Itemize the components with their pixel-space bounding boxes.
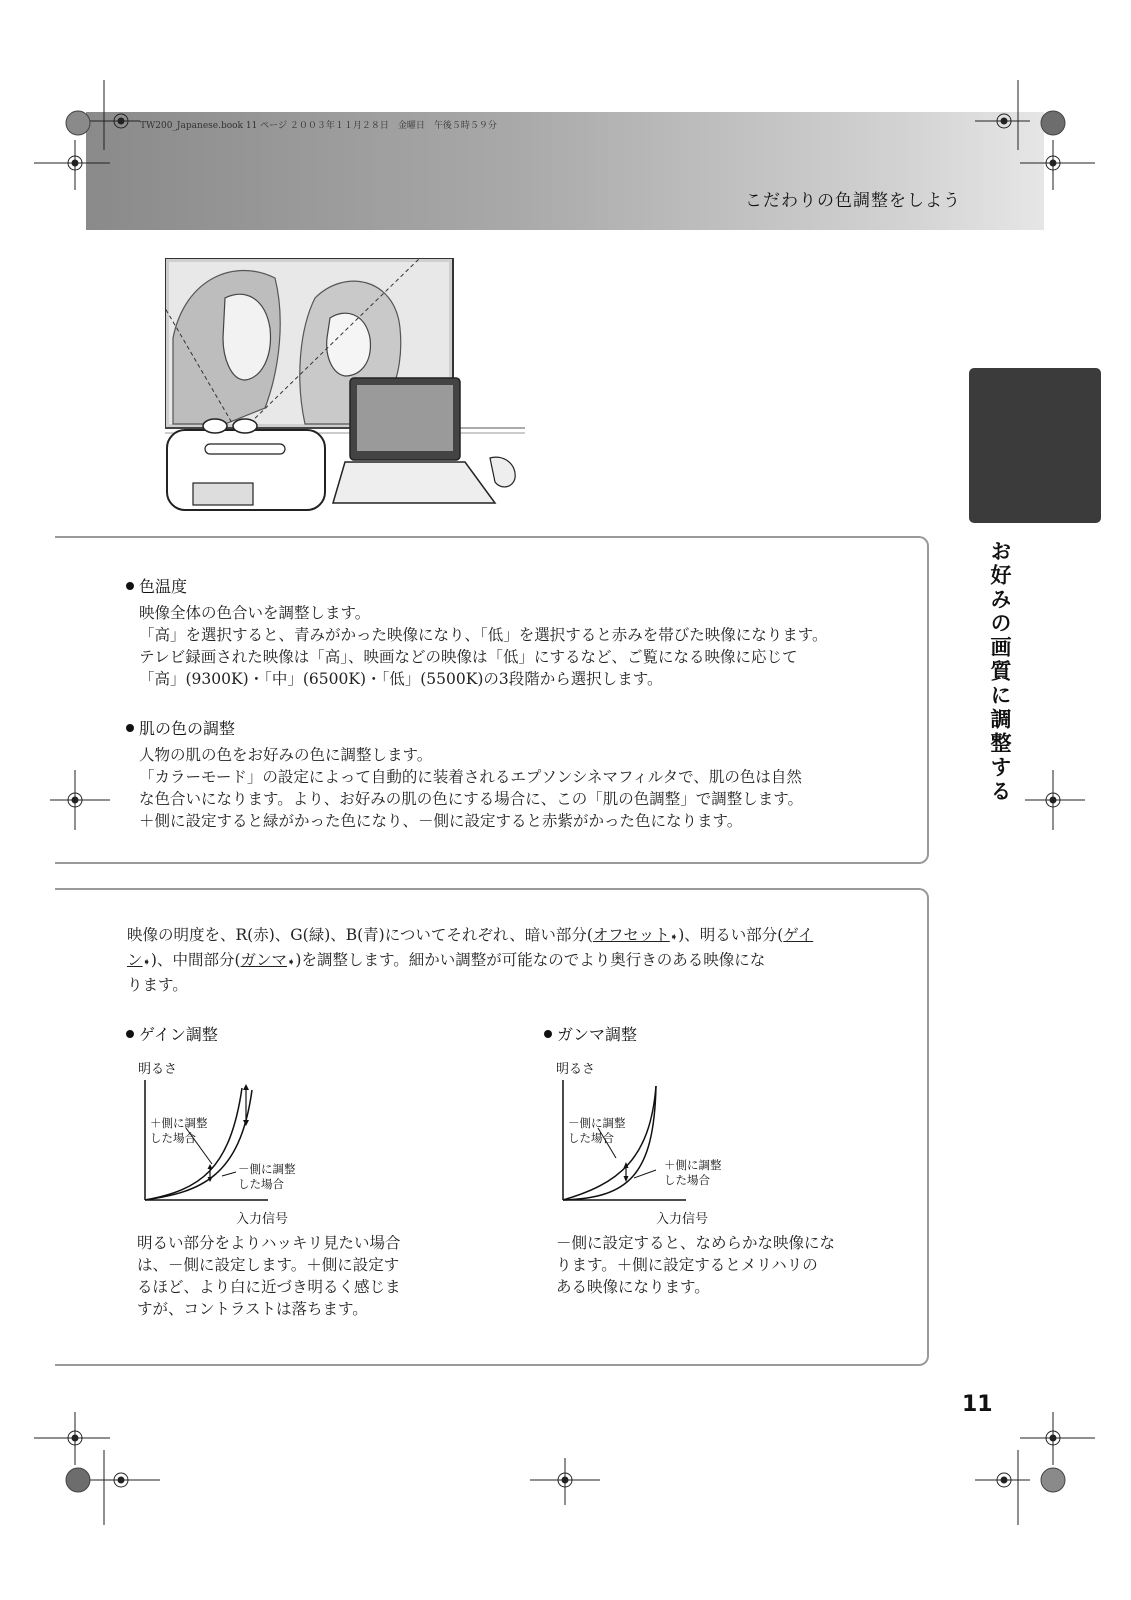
- gain-minus-label: －側に調整 した場合: [238, 1162, 296, 1191]
- heading-color-temperature: 色温度: [126, 574, 187, 597]
- gamma-plus-label: ＋側に調整 した場合: [664, 1158, 722, 1187]
- gain-plus-label: ＋側に調整 した場合: [150, 1116, 208, 1145]
- heading-gain: ゲイン調整: [126, 1022, 218, 1045]
- gamma-x-label: 入力信号: [656, 1212, 709, 1227]
- gamma-y-label: 明るさ: [556, 1062, 596, 1077]
- gain-y-label: 明るさ: [138, 1062, 178, 1077]
- file-info: TW200_Japanese.book 11 ページ ２００３年１１月２８日 金曜日 午後５時５９分: [140, 121, 497, 131]
- link-gain-cont[interactable]: ン: [127, 951, 143, 969]
- gain-x-label: 入力信号: [236, 1212, 289, 1227]
- link-gamma[interactable]: ガンマ: [240, 951, 288, 969]
- paragraph-rgb-intro: 映像の明度を、R(赤)、G(緑)、B(青)についてそれぞれ、暗い部分(オフセット➧)、明るい部分(ゲイ ン➧)、中間部分(ガンマ➧)を調整します。細かい調整が可能なのでより奥行きのある映像にな ります。: [127, 926, 814, 994]
- heading-skin-tone: 肌の色の調整: [126, 716, 235, 739]
- page-number: 11: [962, 1392, 993, 1417]
- side-vertical-label: お好みの画質に調整する: [988, 540, 1012, 804]
- link-gain[interactable]: ゲイ: [783, 926, 814, 944]
- paragraph-skin-tone: 人物の肌の色をお好みの色に調整します。 「カラーモード」の設定によって自動的に装着されるエプソンシネマフィルタで、肌の色は自然 な色合いになります。より、お好みの肌の色にする場合に、この「肌の色調整」で調整します。 ＋側に設定すると緑がかった色になり、－側に設定すると赤紫がかった色になります。: [139, 746, 804, 830]
- paragraph-gain: 明るい部分をよりハッキリ見たい場合 は、－側に設定します。＋側に設定す るほど、より白に近づき明るく感じま すが、コントラストは落ちます。: [137, 1234, 401, 1318]
- paragraph-gamma: －側に設定すると、なめらかな映像にな ります。＋側に設定するとメリハリの ある映像になります。: [556, 1234, 836, 1296]
- section-title: こだわりの色調整をしよう: [745, 191, 961, 211]
- heading-gamma: ガンマ調整: [544, 1022, 637, 1045]
- link-offset[interactable]: オフセット: [592, 926, 670, 944]
- gamma-minus-label: －側に調整 した場合: [568, 1116, 626, 1145]
- paragraph-color-temperature: 映像全体の色合いを調整します。 「高」を選択すると、青みがかった映像になり、「低」を選択すると赤みを帯びた映像になります。 テレビ録画された映像は「高」、映画などの映像は「低」にするなど、ご覧になる映像に応じて 「高」(9300K)・「中」(6500K)・「低」(5500K)の3段階から選択します。: [139, 604, 828, 688]
